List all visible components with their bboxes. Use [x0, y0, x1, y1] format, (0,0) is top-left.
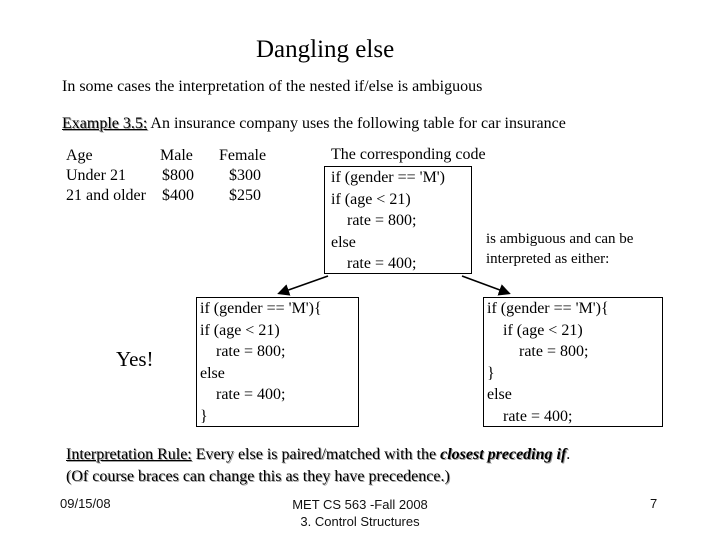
table-header-age: Age [66, 147, 93, 164]
rule-emphasis: closest [440, 446, 484, 463]
rule-period: . [566, 446, 571, 463]
interpretation-left-box [196, 297, 359, 427]
code-line: if (gender == 'M'){ [487, 300, 609, 317]
rule-keyword: else [237, 446, 263, 463]
code-line: if (gender == 'M') [331, 169, 445, 186]
code-heading: The corresponding code [331, 146, 486, 163]
code-line: } [487, 364, 495, 382]
rule-text: Every [191, 446, 238, 463]
table-cell-male: $800 [162, 167, 194, 184]
arrow-left [280, 276, 328, 293]
code-line: else [487, 386, 512, 403]
code-line: rate = 400; [487, 407, 573, 425]
footer-course-line1: MET CS 563 -Fall 2008 [292, 497, 428, 512]
ambiguous-note: is ambiguous and can be interpreted as either: [486, 231, 634, 267]
table-cell-age: Under 21 [66, 167, 126, 184]
code-line: rate = 800; [200, 343, 286, 360]
rule-line-2: (Of course braces can change this as they have precedence.) [66, 468, 450, 485]
interpretation-right-box [483, 297, 663, 427]
example-text: An insurance company uses the following table for car insurance [147, 115, 566, 132]
code-line: rate = 800; [487, 343, 589, 360]
rule-emphasis: preceding [487, 446, 553, 463]
table-cell-female: $300 [229, 167, 261, 184]
rule-line-1 [66, 444, 570, 466]
rule-label: Interpretation Rule: [66, 446, 192, 463]
code-line: else [200, 364, 225, 382]
footer-page-number: 7 [650, 496, 658, 511]
rule-text: is paired/matched with the [262, 446, 441, 463]
table-cell-age: 21 and older [66, 187, 146, 204]
rule-emphasis: if [556, 446, 567, 463]
code-line: else [331, 233, 356, 251]
table-cell-male: $400 [162, 187, 194, 204]
yes-label: Yes! [116, 347, 154, 371]
code-line: rate = 400; [331, 255, 417, 272]
footer-course [240, 496, 480, 530]
code-line: rate = 800; [331, 212, 417, 229]
code-line: if (age < 21) [200, 321, 280, 339]
slide-title: Dangling else [256, 36, 395, 63]
footer-course-line2: 3. Control Structures [300, 514, 420, 529]
example-label: Example 3.5: [62, 115, 148, 132]
interpretation-rule [66, 444, 570, 488]
code-line: rate = 400; [200, 386, 286, 403]
code-line: } [200, 407, 208, 425]
code-line: if (gender == 'M'){ [200, 300, 322, 317]
code-line: if (age < 21) [331, 190, 411, 208]
table-cell-female: $250 [229, 187, 261, 204]
code-line: if (age < 21) [487, 321, 583, 339]
intro-text: In some cases the interpretation of the nested if/else is ambiguous [62, 78, 483, 95]
arrow-right [462, 276, 508, 293]
table-header-male: Male [160, 147, 193, 164]
footer-date: 09/15/08 [60, 496, 111, 511]
table-header-female: Female [219, 147, 267, 164]
